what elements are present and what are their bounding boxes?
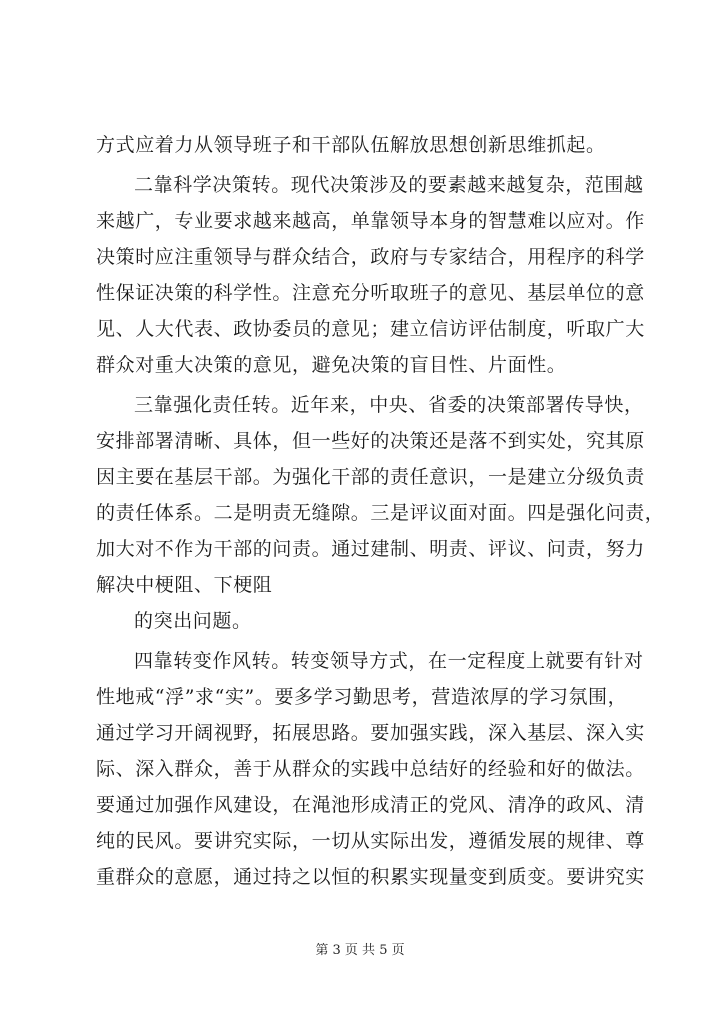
text-line: 通过学习开阔视野，拓展思路。要加强实践，深入基层、深入实 (96, 722, 645, 744)
text-line: 因主要在基层干部。为强化干部的责任意识，一是建立分级负责 (96, 466, 645, 488)
text-line: 四靠转变作风转。转变领导方式，在一定程度上就要有针对 (134, 650, 644, 672)
text-line: 性保证决策的科学性。注意充分听取班子的意见、基层单位的意 (96, 282, 645, 304)
text-line: 三靠强化责任转。近年来，中央、省委的决策部署传导快， (134, 394, 644, 416)
text-line: 群众对重大决策的意见，避免决策的盲目性、片面性。 (96, 354, 567, 376)
text-line: 来越广，专业要求越来越高，单靠领导本身的智慧难以应对。作 (96, 210, 645, 232)
text-line: 解决中梗阻、下梗阻 (96, 574, 273, 596)
text-line: 加大对不作为干部的问责。通过建制、明责、评议、问责，努力 (96, 538, 645, 560)
text-line: 方式应着力从领导班子和干部队伍解放思想创新思维抓起。 (96, 134, 606, 156)
text-line: 的责任体系。二是明责无缝隙。三是评议面对面。四是强化问责， (96, 502, 665, 524)
text-line: 纯的民风。要讲究实际，一切从实际出发，遵循发展的规律、尊 (96, 830, 645, 852)
text-line: 安排部署清晰、具体，但一些好的决策还是落不到实处，究其原 (96, 430, 645, 452)
text-line: 际、深入群众，善于从群众的实践中总结好的经验和好的做法。 (96, 758, 645, 780)
text-line: 要通过加强作风建设，在渑池形成清正的党风、清净的政风、清 (96, 794, 645, 816)
text-line: 性地戒“浮”求“实”。要多学习勤思考，营造浓厚的学习氛围， (96, 686, 628, 708)
text-line: 见、人大代表、政协委员的意见；建立信访评估制度，听取广大 (96, 318, 645, 340)
text-line: 重群众的意愿，通过持之以恒的积累实现量变到质变。要讲究实 (96, 866, 645, 888)
text-line: 的突出问题。 (134, 610, 252, 632)
text-line: 决策时应注重领导与群众结合，政府与专家结合，用程序的科学 (96, 246, 645, 268)
text-line: 二靠科学决策转。现代决策涉及的要素越来越复杂，范围越 (134, 174, 644, 196)
page-number-footer: 第 3 页 共 5 页 (315, 943, 405, 958)
